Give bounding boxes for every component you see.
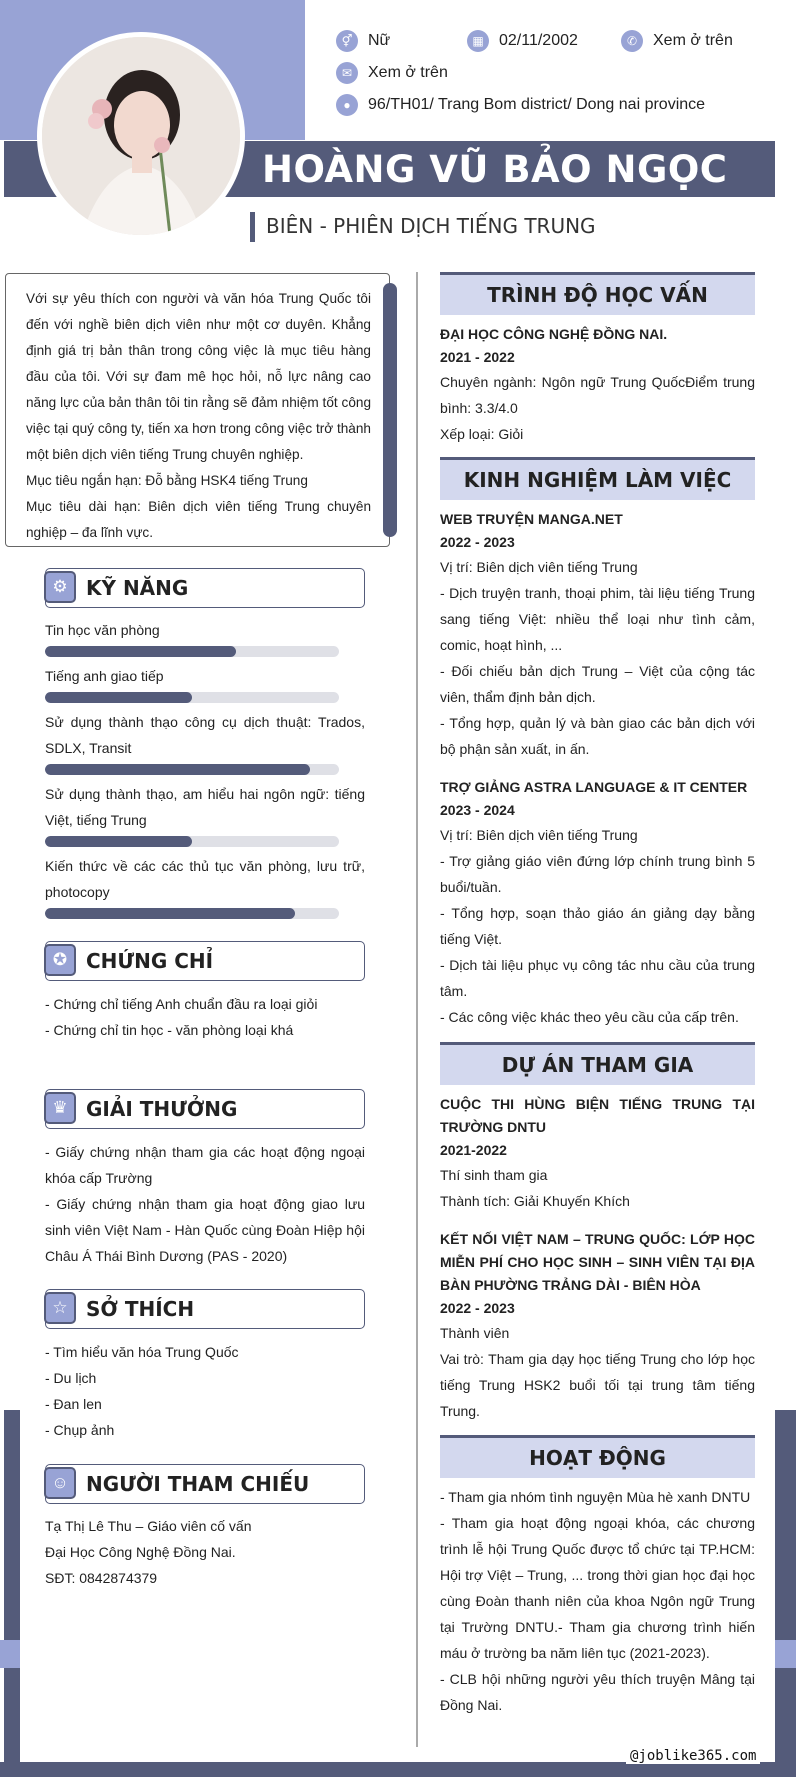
project-name: CUỘC THI HÙNG BIỆN TIẾNG TRUNG TẠI TRƯỜNG DNTU [440,1096,755,1135]
project-line: Vai trò: Tham gia dạy học tiếng Trung cho lớp học tiếng Trung HSK2 buổi tối tại trung tâm tiếng Trung. [440,1351,755,1419]
gender-value: Nữ [368,32,391,49]
section-title: CHỨNG CHỈ [86,949,214,973]
people-icon: ☺ [44,1467,76,1499]
section-title: GIẢI THƯỞNG [86,1097,238,1121]
section-header-hobbies [45,1289,365,1329]
section-header-certificates [45,941,365,981]
skill-bar [45,836,339,847]
left-edge-accent [0,1640,20,1668]
skill-bar [45,764,339,775]
job-line: Vị trí: Biên dịch viên tiếng Trung [440,827,638,843]
list-item: Tạ Thị Lê Thu – Giáo viên cố vấn [45,1518,252,1534]
list-item: - Chứng chỉ tiếng Anh chuẩn đầu ra loại giỏi [45,996,318,1012]
skill-label: Tiếng anh giao tiếp [45,668,164,684]
project-line: Thành viên [440,1325,510,1341]
skill-label: Sử dụng thành thạo công cụ dịch thuật: Trados, SDLX, Transit [45,714,365,756]
section-header-awards [45,1089,365,1129]
section-header-education: TRÌNH ĐỘ HỌC VẤN [440,272,755,315]
section-title: NGƯỜI THAM CHIẾU [86,1472,310,1496]
skill-label: Tin học văn phòng [45,622,160,638]
section-header-projects: DỰ ÁN THAM GIA [440,1042,755,1085]
section-title: KỸ NĂNG [86,576,189,600]
info-address [336,94,705,116]
activities-block [440,1484,755,1718]
job-line: - Dịch tài liệu phục vụ công tác nhu cầu của trung tâm. [440,957,755,999]
info-phone [621,30,733,52]
project-entry [440,1228,755,1424]
star-icon: ☆ [44,1292,76,1324]
section-header-activities: HOẠT ĐỘNG [440,1435,755,1478]
skill-bar-fill [45,646,236,657]
project-years: 2021-2022 [440,1142,507,1158]
right-edge-accent [775,1640,796,1668]
birthdate-value: 02/11/2002 [499,32,578,49]
project-name: KẾT NỐI VIỆT NAM – TRUNG QUỐC: LỚP HỌC MIỄN PHÍ CHO HỌC SINH – SINH VIÊN TẠI ĐỊA BÀN PHƯỜNG TRẢNG DÀI - BIÊN HÒA [440,1231,755,1293]
awards-list [45,1139,365,1269]
list-item: - Tham gia nhóm tình nguyện Mùa hè xanh DNTU [440,1489,751,1505]
list-item: - Giấy chứng nhận tham gia các hoạt động ngoại khóa cấp Trường [45,1144,365,1186]
skill-item [45,781,365,847]
skill-bar-fill [45,764,310,775]
skills-list [45,617,365,925]
phone-value: Xem ở trên [653,32,733,49]
list-item: - CLB hội những người yêu thích truyện Mâng tại Đồng Nai. [440,1671,755,1713]
job-line: - Dịch truyện tranh, thoại phim, tài liệu tiếng Trung sang tiếng Việt: nhiều thể loại như tình cảm, comic, hoạt hình, ... [440,585,755,653]
column-divider [416,272,418,1747]
skill-bar-fill [45,836,192,847]
job-company: WEB TRUYỆN MANGA.NET [440,511,623,527]
footer-bar [0,1762,796,1777]
info-birthdate [467,30,578,52]
section-title: SỞ THÍCH [86,1297,195,1321]
skill-bar-fill [45,908,295,919]
location-pin-icon: ● [336,94,358,116]
school-name: ĐẠI HỌC CÔNG NGHỆ ĐỒNG NAI. [440,326,668,342]
watermark-text: @joblike365.com [626,1748,760,1764]
skill-bar [45,908,339,919]
education-block [440,323,755,447]
project-line: Thí sinh tham gia [440,1167,548,1183]
job-years: 2022 - 2023 [440,534,515,550]
list-item: - Chứng chỉ tin học - văn phòng loại khá [45,1022,294,1038]
project-entry [440,1093,755,1214]
skill-label: Sử dụng thành thạo, am hiểu hai ngôn ngữ: tiếng Việt, tiếng Trung [45,786,365,828]
skill-bar [45,692,339,703]
experience-block [440,508,755,1030]
candidate-position: BIÊN - PHIÊN DỊCH TIẾNG TRUNG [266,214,596,238]
skill-item [45,853,365,919]
job-company: TRỢ GIẢNG ASTRA LANGUAGE & IT CENTER [440,779,748,795]
list-item: - Đan len [45,1396,102,1412]
email-icon: ✉ [336,62,358,84]
references-list [45,1513,365,1591]
job-entry [440,776,755,1030]
list-item: - Du lịch [45,1370,97,1386]
info-email [336,62,448,84]
job-line: - Đối chiếu bản dịch Trung – Việt của cộng tác viên, thẩm định bản dịch. [440,663,755,705]
objective-long-term: Mục tiêu dài hạn: Biên dịch viên tiếng Trung chuyên nghiệp – đa lĩnh vực. [26,499,371,540]
projects-block [440,1093,755,1424]
skill-item [45,617,365,657]
candidate-name: HOÀNG VŨ BẢO NGỌC [262,148,728,191]
section-header-experience: KINH NGHIỆM LÀM VIỆC [440,457,755,500]
objective-accent-bar [383,283,397,537]
profile-photo [37,32,245,240]
list-item: - Giấy chứng nhận tham gia hoạt động giao lưu sinh viên Việt Nam - Hàn Quốc cùng Đoàn Hiệp hội Châu Á Thái Bình Dương (PAS - 2020) [45,1196,365,1264]
phone-icon: ✆ [621,30,643,52]
calendar-icon: ▦ [467,30,489,52]
section-header-references [45,1464,365,1504]
job-line: Vị trí: Biên dịch viên tiếng Trung [440,559,638,575]
left-edge-decoration [4,1410,20,1777]
list-item: - Chụp ảnh [45,1422,115,1438]
project-years: 2022 - 2023 [440,1300,515,1316]
job-entry [440,508,755,762]
trophy-icon: ♛ [44,1092,76,1124]
job-line: - Trợ giảng giáo viên đứng lớp chính trung bình 5 buổi/tuần. [440,853,755,895]
skill-bar [45,646,339,657]
list-item: Đại Học Công Nghệ Đồng Nai. [45,1544,236,1560]
info-gender [336,30,390,52]
list-item: - Tham gia hoạt động ngoại khóa, các chương trình lễ hội Trung Quốc được tổ chức tại TP.HCM: Hội trợ Việt – Trung, ... trong thời gian học đại học cùng Đoàn thanh niên của khoa Ngôn ngữ Trung tại Trường DNTU.- Tham gia chương trình hiến máu ở trường ba năm liên tục (2021-2023). [440,1515,755,1661]
skill-item [45,709,365,775]
skill-label: Kiến thức về các các thủ tục văn phòng, lưu trữ, photocopy [45,858,365,900]
hobbies-list [45,1339,365,1443]
gear-icon: ⚙ [44,571,76,603]
list-item: - Tìm hiểu văn hóa Trung Quốc [45,1344,239,1360]
section-header-skills [45,568,365,608]
job-years: 2023 - 2024 [440,802,515,818]
education-major: Chuyên ngành: Ngôn ngữ Trung QuốcĐiểm trung bình: 3.3/4.0 [440,374,755,416]
skill-bar-fill [45,692,192,703]
education-years: 2021 - 2022 [440,349,515,365]
project-line: Thành tích: Giải Khuyến Khích [440,1193,630,1209]
list-item: SĐT: 0842874379 [45,1570,158,1586]
education-rank: Xếp loại: Giỏi [440,426,524,442]
objective-paragraph: Với sự yêu thích con người và văn hóa Trung Quốc tôi đến với nghề biên dịch viên như một cơ duyên. Khẳng định giá trị bản thân trong công việc là mục tiêu hàng đầu của tôi. Với sự đam mê học hỏi, nỗ lực nâng cao năng lực của bản thân tôi tin rằng sẽ đảm nhiệm tốt công việc tại quý công ty, tiến xa hơn trong công việc trở thành một biên dịch viên tiếng Trung chuyên nghiệp. [26,291,371,462]
email-value: Xem ở trên [368,64,448,81]
position-marker [250,212,255,242]
certificates-list [45,991,365,1043]
objective-short-term: Mục tiêu ngắn hạn: Đỗ bằng HSK4 tiếng Trung [26,473,308,488]
skill-item [45,663,365,703]
job-line: - Tổng hợp, soạn thảo giáo án giảng dạy bằng tiếng Việt. [440,905,755,947]
career-objective [5,273,390,547]
right-edge-decoration [775,1410,796,1777]
gender-icon: ⚥ [336,30,358,52]
certificate-badge-icon: ✪ [44,944,76,976]
job-line: - Các công việc khác theo yêu cầu của cấp trên. [440,1009,739,1025]
job-line: - Tổng hợp, quản lý và bàn giao các bản dịch với bộ phận sản xuất, in ấn. [440,715,755,757]
address-value: 96/TH01/ Trang Bom district/ Dong nai province [368,96,706,113]
